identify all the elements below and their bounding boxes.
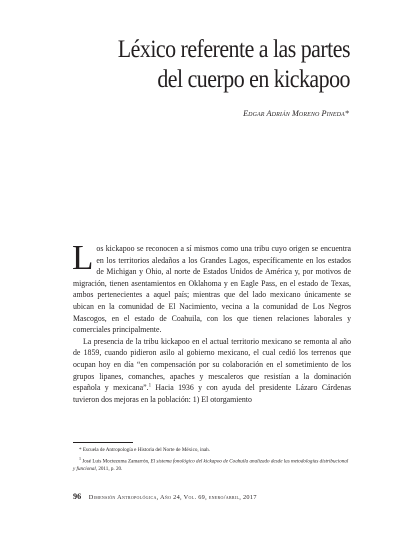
footnote-reference-1[interactable]: 1 (148, 383, 152, 389)
paragraph-2-text: La presencia de la tribu kickapoo en el actual territorio mexicano se remonta al año de 1859, cuando pidieron asilo al gobierno mexicano, el cual cedió los terrenos que ocupan hoy en día “en compensación por su colaboración en el sometimiento de los grupos lipanes, comanches, apaches y mescaleros que resistían a la dominación española y mexicana”. (73, 336, 351, 393)
footnote-1-mark: 1 (79, 455, 81, 461)
title-line-2: del cuerpo en kickapoo (157, 64, 350, 93)
footnote-1-author: José Luis Moctezuma Zamarrón, (81, 458, 151, 465)
page-number: 96 (73, 492, 82, 501)
page-footer (73, 492, 351, 501)
author-name: Edgar Adrián Moreno Pineda* (243, 109, 349, 118)
footnote-1 (73, 455, 351, 474)
article-body (72, 238, 352, 405)
paragraph-2-continuation: Hacia 1936 y con ayuda del presidente Lázaro Cárdenas tuvieron dos mejoras en la población: 1) El otorgamiento (73, 383, 352, 404)
footnote-1-title: El sistema fonológico del kickapoo de Coahuila analizado desde las metodologías distribucional y funcional (73, 458, 349, 472)
journal-citation: Dimensión Antropológica, Año 24, Vol. 69, enero/abril, 2017 (88, 494, 257, 501)
title-line-1: Léxico referente a las partes (117, 34, 350, 63)
footnotes (73, 447, 351, 473)
article-title (92, 34, 350, 94)
paragraph-2 (73, 336, 351, 406)
footnote-divider (73, 442, 133, 443)
footnote-affiliation: * Escuela de Antropología e Historia del Norte de México, inah. (79, 447, 210, 453)
paragraph-1-text: os kickapoo se reconocen a sí mismos como una tribu cuyo origen se encuentra en los territorios aledaños a los Grandes Lagos, específicamente en los estados de Michigan y Ohio, al norte de Estados Unidos de América y, por motivos de migración, tienen asentamientos en Oklahoma y en Eagle Pass, en el estado de Texas, ambos pertenecientes a aquel país; mientras que del lado mexicano únicamente se ubican en la comunidad de El Nacimiento, vecina a la comunidad de Los Negros Mascogos, en el estado de Coahuila, con los que tienen relaciones laborales y comerciales principalmente. (73, 244, 351, 335)
drop-cap: L (72, 238, 94, 277)
footnote-1-rest: , 2011, p. 20. (95, 465, 123, 472)
paragraph-1 (72, 238, 351, 336)
